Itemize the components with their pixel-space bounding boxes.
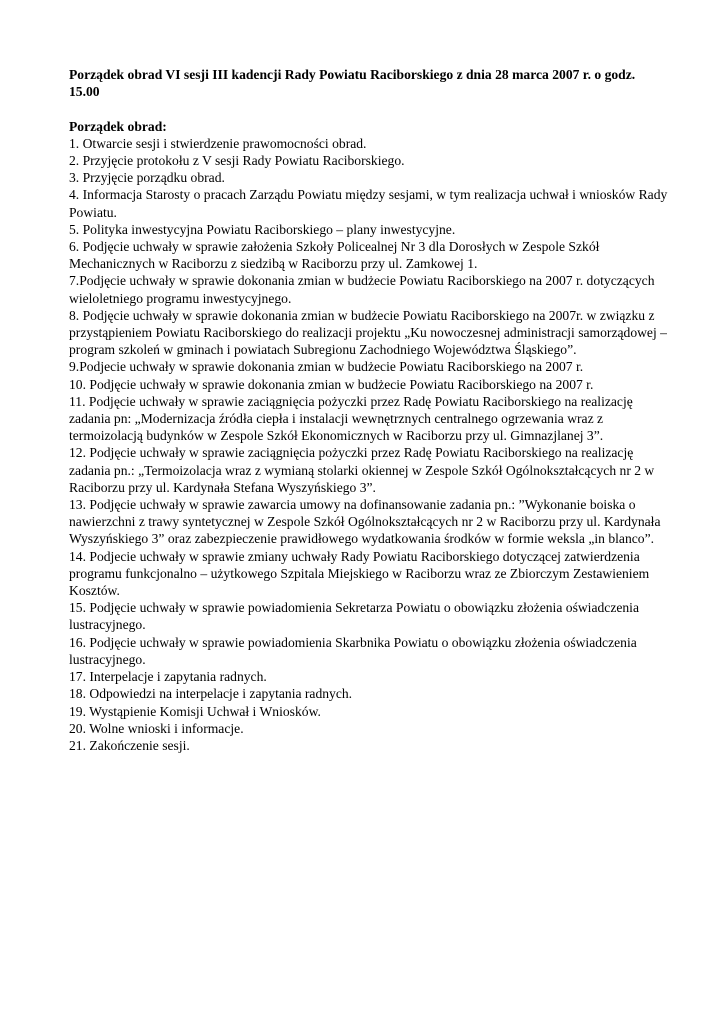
agenda-item: 4. Informacja Starosty o pracach Zarządu Powiatu między sesjami, w tym realizacja uchwał i wniosków Rady Powiatu.: [69, 187, 668, 220]
agenda-item: 7.Podjęcie uchwały w sprawie dokonania zmian w budżecie Powiatu Raciborskiego na 2007 r. dotyczących wieloletniego programu inwestycyjnego.: [69, 273, 655, 306]
agenda-item: 10. Podjęcie uchwały w sprawie dokonania zmian w budżecie Powiatu Raciborskiego na 2007 r.: [69, 376, 594, 392]
agenda-list: [69, 135, 669, 754]
agenda-item: 11. Podjęcie uchwały w sprawie zaciągnięcia pożyczki przez Radę Powiatu Raciborskiego na realizację zadania pn: „Modernizacja źródła ciepła i instalacji wewnętrznych centralnego ogrzewania wraz z termoizolacją budynków w Zespole Szkół Ekonomicznych w Raciborzu przy ul. Gimnazjlanej 3”.: [69, 393, 633, 444]
agenda-item: 6. Podjęcie uchwały w sprawie założenia Szkoły Policealnej Nr 3 dla Dorosłych w Zespole Szkół Mechanicznych w Raciborzu z siedzibą w Raciborzu przy ul. Zamkowej 1.: [69, 239, 600, 272]
agenda-item: 21. Zakończenie sesji.: [69, 737, 190, 753]
agenda-item: 18. Odpowiedzi na interpelacje i zapytania radnych.: [69, 686, 353, 702]
agenda-item: 15. Podjęcie uchwały w sprawie powiadomienia Sekretarza Powiatu o obowiązku złożenia oświadczenia lustracyjnego.: [69, 600, 639, 633]
agenda-item: 17. Interpelacje i zapytania radnych.: [69, 669, 267, 685]
agenda-item: 13. Podjęcie uchwały w sprawie zawarcia umowy na dofinansowanie zadania pn.: ”Wykonanie boiska o nawierzchni z trawy syntetycznej w Zespole Szkół Ogólnokształcących nr 2 w Raciborzu przy ul. Kardynała Wyszyńskiego 3” oraz zabezpieczenie prawidłowego wydatkowania środków w formie weksla „in blanco”. 14. Podjecie uchwały w sprawie zmiany uchwały Rady Powiatu Raciborskiego dotyczącej zatwierdzenia programu funkcjonalno – użytkowego Szpitala Miejskiego w Raciborzu wraz ze Zbiorczym Zestawieniem Kosztów.: [69, 497, 661, 599]
agenda-item: 9.Podjecie uchwały w sprawie dokonania zmian w budżecie Powiatu Raciborskiego na 2007 r.: [69, 359, 584, 375]
agenda-item: 2. Przyjęcie protokołu z V sesji Rady Powiatu Raciborskiego.: [69, 153, 405, 168]
agenda-heading: Porządek obrad:: [69, 118, 167, 134]
document-page: [69, 66, 669, 754]
agenda-item: 5. Polityka inwestycyjna Powiatu Raciborskiego – plany inwestycyjne.: [69, 221, 456, 237]
document-title: Porządek obrad VI sesji III kadencji Rady Powiatu Raciborskiego z dnia 28 marca 2007 r. o godz. 15.00: [69, 67, 636, 100]
spacer: [69, 100, 669, 117]
agenda-item: 20. Wolne wnioski i informacje.: [69, 720, 244, 736]
agenda-item: 3. Przyjęcie porządku obrad.: [69, 170, 225, 186]
agenda-item: 12. Podjęcie uchwały w sprawie zaciągnięcia pożyczki przez Radę Powiatu Raciborskiego na realizację zadania pn.: „Termoizolacja wraz z wymianą stolarki okiennej w Zespole Szkół Ogólnokształcących nr 2 w Raciborzu przy ul. Kardynała Stefana Wyszyńskiego 3”.: [69, 445, 655, 495]
agenda-item: 1. Otwarcie sesji i stwierdzenie prawomocności obrad.: [69, 135, 367, 151]
agenda-item: 16. Podjęcie uchwały w sprawie powiadomienia Skarbnika Powiatu o obowiązku złożenia oświadczenia lustracyjnego.: [69, 634, 637, 667]
agenda-item: 8. Podjęcie uchwały w sprawie dokonania zmian w budżecie Powiatu Raciborskiego na 2007r. w związku z przystąpieniem Powiatu Raciborskiego do realizacji projektu „Ku nowoczesnej administracji samorządowej – program szkoleń w gminach i powiatach Subregionu Zachodniego Województwa Śląskiego”.: [69, 307, 667, 358]
agenda-item: 19. Wystąpienie Komisji Uchwał i Wniosków.: [69, 703, 321, 719]
